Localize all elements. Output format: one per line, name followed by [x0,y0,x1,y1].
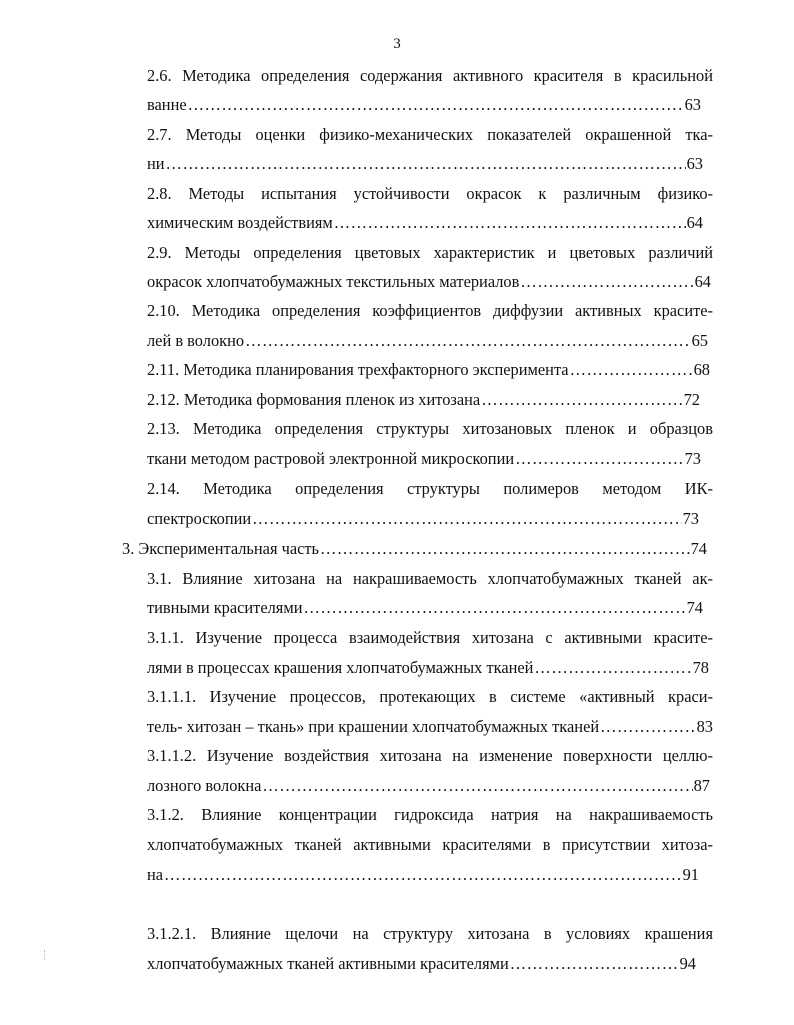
leader-dots [188,95,684,115]
toc-entry-title: 3. Экспериментальная часть [122,539,320,558]
toc-entry-last-line [147,865,699,885]
leader-dots [303,598,685,618]
toc-entry-last-line [147,449,701,469]
leader-dots [520,272,693,292]
toc-page-ref: 63 [686,154,703,173]
toc-entry-last-line [122,539,707,559]
leader-dots [320,539,690,559]
toc-entry-title-end: тивными красителями [147,598,303,617]
toc-entry-text: 2.10. Методика определения коэффициентов диффузии активных красите- [147,301,713,320]
leader-dots [510,954,679,974]
leader-dots [600,717,695,737]
leader-dots [534,658,691,678]
toc-entry-text: 3.1.2. Влияние концентрации гидроксида натрия на накрашиваемость [147,805,713,824]
toc-entry-text: 3.1.1.1. Изучение процессов, протекающих в системе «активный краси- [147,687,713,706]
toc-entry-last-line [147,360,710,380]
leader-dots [166,154,686,174]
toc-entry-text: 2.13. Методика определения структуры хитозановых пленок и образцов [147,419,713,438]
toc-entry-title-end: лями в процессах крашения хлопчатобумажных тканей [147,658,534,677]
toc-entry-text: 3.1. Влияние хитозана на накрашиваемость хлопчатобумажных тканей ак- [147,569,713,588]
leader-dots [570,360,693,380]
toc-entry-text: хлопчатобумажных тканей активными красителями в присутствии хитоза- [147,835,713,854]
toc-entry-text: 2.14. Методика определения структуры полимеров методом ИК- [147,479,713,498]
toc-page-ref: 74 [686,598,703,617]
toc-entry-title-end: химическим воздействиям [147,213,333,232]
leader-dots [481,390,682,410]
toc-page-ref: 68 [693,360,710,379]
toc-page-ref: 64 [686,213,703,232]
toc-entry-last-line [147,598,703,618]
toc-entry-text: 3.1.2.1. Влияние щелочи на структуру хитозана в условиях крашения [147,924,713,943]
toc-entry-last-line [147,509,699,529]
toc-entry-last-line [147,272,711,292]
toc-page-ref: 78 [692,658,709,677]
toc-entry-text: 2.8. Методы испытания устойчивости окрасок к различным физико- [147,184,713,203]
toc-entry-last-line [147,954,696,974]
toc-entry-last-line [147,95,701,115]
toc-entry-last-line [147,213,703,233]
toc-entry-last-line [147,776,710,796]
toc-entry-text: 2.9. Методы определения цветовых характеристик и цветовых различий [147,243,713,262]
toc-entry-text: 3.1.1. Изучение процесса взаимодействия хитозана с активными красите- [147,628,713,647]
toc-page-ref: 63 [684,95,701,114]
toc-entry-last-line [147,331,708,351]
toc-entry-text: 3.1.1.2. Изучение воздействия хитозана на изменение поверхности целлю- [147,746,713,765]
toc-entry-text: 2.7. Методы оценки физико-механических показателей окрашенной тка- [147,125,713,144]
toc-entry-title-end: спектроскопии [147,509,252,528]
toc-entry-title-end: тель- хитозан – ткань» при крашении хлопчатобумажных тканей [147,717,600,736]
toc-entry-title-end: хлопчатобумажных тканей активными красителями [147,954,509,973]
toc-entry-title-end: окрасок хлопчатобумажных текстильных материалов [147,272,520,291]
toc-entry-text: 2.6. Методика определения содержания активного красителя в красильной [147,66,713,85]
toc-page-ref: 65 [691,331,708,350]
toc-entry-title: 2.12. Методика формования пленок из хитозана [147,390,481,409]
leader-dots [245,331,691,351]
leader-dots [515,449,683,469]
toc-entry-last-line [147,717,713,737]
toc-entry-title-end: ткани методом растровой электронной микроскопии [147,449,515,468]
leader-dots [262,776,692,796]
toc-entry-title-end: ванне [147,95,187,114]
toc-entry-title-end: лей в волокно [147,331,245,350]
scan-artifact [44,950,47,960]
toc-entry-title-end: ни [147,154,165,173]
toc-entry-last-line [147,154,703,174]
toc-page-ref: 72 [683,390,700,409]
leader-dots [252,509,681,529]
page-number: 3 [393,36,401,52]
toc-page-ref: 73 [684,449,701,468]
toc-entry-title: 2.11. Методика планирования трехфакторного эксперимента [147,360,569,379]
toc-page-ref: 64 [694,272,711,291]
toc-page-ref: 74 [690,539,707,558]
toc-page-ref: 87 [693,776,710,795]
leader-dots [334,213,686,233]
toc-page-ref: 73 [682,509,699,528]
toc-entry-title-end: на [147,865,164,884]
toc-page-ref: 94 [679,954,696,973]
leader-dots [164,865,682,885]
toc-entry-last-line [147,658,709,678]
toc-page-ref: 91 [682,865,699,884]
toc-entry-title-end: лозного волокна [147,776,262,795]
toc-page-ref: 83 [696,717,713,736]
toc-entry-last-line [147,390,700,410]
